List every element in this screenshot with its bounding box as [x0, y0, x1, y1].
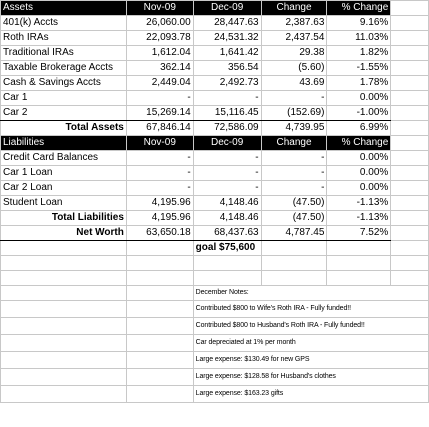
empty-cell[interactable] [1, 369, 127, 386]
empty-cell[interactable] [391, 166, 429, 181]
nov-cell[interactable]: - [126, 151, 193, 166]
liability-row [1, 196, 429, 211]
assets-header-cell[interactable]: Nov-09 [126, 1, 193, 16]
change-cell[interactable]: 4,739.95 [261, 121, 327, 136]
empty-cell[interactable] [261, 241, 327, 256]
empty-cell[interactable] [391, 136, 429, 151]
empty-cell[interactable] [391, 91, 429, 106]
liability-row [1, 151, 429, 166]
sheet-row [1, 352, 429, 369]
notes-title[interactable]: December Notes: [193, 286, 428, 301]
dec-cell[interactable]: 4,148.46 [193, 196, 261, 211]
note-item[interactable]: Large expense: $163.23 gifts [193, 386, 428, 403]
empty-cell[interactable] [391, 1, 429, 16]
change-cell[interactable]: - [261, 91, 327, 106]
empty-cell[interactable] [126, 369, 193, 386]
nov-cell[interactable]: 362.14 [126, 61, 193, 76]
pct-change-cell[interactable]: 0.00% [327, 181, 391, 196]
empty-cell[interactable] [327, 241, 391, 256]
dec-cell[interactable]: 72,586.09 [193, 121, 261, 136]
goal-cell[interactable]: goal $75,600 [193, 241, 261, 256]
empty-cell[interactable] [391, 106, 429, 121]
empty-cell[interactable] [1, 256, 127, 271]
dec-cell[interactable]: 15,116.45 [193, 106, 261, 121]
note-item[interactable]: Large expense: $130.49 for new GPS [193, 352, 428, 369]
change-cell[interactable]: (152.69) [261, 106, 327, 121]
empty-cell[interactable] [391, 121, 429, 136]
row-label-cell[interactable]: Net Worth [1, 226, 127, 241]
empty-cell[interactable] [1, 271, 127, 286]
sheet-row [1, 256, 429, 271]
pct-change-cell[interactable]: -1.13% [327, 196, 391, 211]
asset-row [1, 31, 429, 46]
empty-cell[interactable] [126, 256, 193, 271]
empty-cell[interactable] [391, 226, 429, 241]
change-cell[interactable]: 2,437.54 [261, 31, 327, 46]
empty-cell[interactable] [391, 241, 429, 256]
dec-cell[interactable]: 4,148.46 [193, 211, 261, 226]
net-worth-row [1, 226, 429, 241]
assets-header-cell[interactable]: Change [261, 1, 327, 16]
change-cell[interactable]: (47.50) [261, 211, 327, 226]
empty-cell[interactable] [126, 318, 193, 335]
change-cell[interactable]: 2,387.63 [261, 16, 327, 31]
total-liabilities-row [1, 211, 429, 226]
liabilities-header-cell[interactable]: Change [261, 136, 327, 151]
sheet-row [1, 286, 429, 301]
nov-cell[interactable]: 4,195.96 [126, 211, 193, 226]
empty-cell[interactable] [193, 271, 261, 286]
assets-header-row [1, 1, 429, 16]
row-label-cell[interactable]: Car 1 Loan [1, 166, 127, 181]
nov-cell[interactable]: 15,269.14 [126, 106, 193, 121]
liability-row [1, 181, 429, 196]
change-cell[interactable]: 29.38 [261, 46, 327, 61]
change-cell[interactable]: - [261, 151, 327, 166]
assets-header-cell[interactable]: Assets [1, 1, 127, 16]
row-label-cell[interactable]: Cash & Savings Accts [1, 76, 127, 91]
asset-row [1, 46, 429, 61]
pct-change-cell[interactable]: 0.00% [327, 166, 391, 181]
liabilities-header-cell[interactable]: % Change [327, 136, 391, 151]
row-label-cell[interactable]: Roth IRAs [1, 31, 127, 46]
assets-header-cell[interactable]: Dec-09 [193, 1, 261, 16]
empty-cell[interactable] [1, 352, 127, 369]
row-label-cell[interactable]: Car 2 [1, 106, 127, 121]
empty-cell[interactable] [126, 286, 193, 301]
note-item[interactable]: Contributed $800 to Wife's Roth IRA - Fully funded!! [193, 301, 428, 318]
row-label-cell[interactable]: 401(k) Accts [1, 16, 127, 31]
row-label-cell[interactable]: Car 2 Loan [1, 181, 127, 196]
change-cell[interactable]: - [261, 166, 327, 181]
change-cell[interactable]: (5.60) [261, 61, 327, 76]
change-cell[interactable]: (47.50) [261, 196, 327, 211]
goal-row [1, 241, 429, 256]
nov-cell[interactable]: 2,449.04 [126, 76, 193, 91]
dec-cell[interactable]: 24,531.32 [193, 31, 261, 46]
empty-cell[interactable] [391, 61, 429, 76]
empty-cell[interactable] [391, 31, 429, 46]
liabilities-header-row [1, 136, 429, 151]
pct-change-cell[interactable]: 6.99% [327, 121, 391, 136]
sheet-row [1, 271, 429, 286]
note-item[interactable]: Car depreciated at 1% per month [193, 335, 428, 352]
pct-change-cell[interactable]: 1.78% [327, 76, 391, 91]
empty-cell[interactable] [126, 352, 193, 369]
note-item[interactable]: Large expense: $128.58 for Husband's clothes [193, 369, 428, 386]
empty-cell[interactable] [261, 256, 327, 271]
row-label-cell[interactable]: Credit Card Balances [1, 151, 127, 166]
empty-cell[interactable] [261, 271, 327, 286]
asset-row [1, 16, 429, 31]
pct-change-cell[interactable]: 9.16% [327, 16, 391, 31]
liabilities-header-cell[interactable]: Liabilities [1, 136, 127, 151]
sheet-row [1, 301, 429, 318]
pct-change-cell[interactable]: -1.13% [327, 211, 391, 226]
empty-cell[interactable] [126, 335, 193, 352]
change-cell[interactable]: - [261, 181, 327, 196]
nov-cell[interactable]: 63,650.18 [126, 226, 193, 241]
nov-cell[interactable]: 22,093.78 [126, 31, 193, 46]
dec-cell[interactable]: 2,492.73 [193, 76, 261, 91]
nov-cell[interactable]: 4,195.96 [126, 196, 193, 211]
pct-change-cell[interactable]: 0.00% [327, 91, 391, 106]
nov-cell[interactable]: - [126, 166, 193, 181]
row-label-cell[interactable]: Student Loan [1, 196, 127, 211]
empty-cell[interactable] [1, 318, 127, 335]
assets-header-cell[interactable]: % Change [327, 1, 391, 16]
nov-cell[interactable]: 67,846.14 [126, 121, 193, 136]
empty-cell[interactable] [391, 256, 429, 271]
pct-change-cell[interactable]: 0.00% [327, 151, 391, 166]
empty-cell[interactable] [391, 151, 429, 166]
note-item[interactable]: Contributed $800 to Husband's Roth IRA - Fully funded!! [193, 318, 428, 335]
nov-cell[interactable]: 1,612.04 [126, 46, 193, 61]
empty-cell[interactable] [1, 286, 127, 301]
empty-cell[interactable] [1, 386, 127, 403]
empty-cell[interactable] [391, 76, 429, 91]
empty-cell[interactable] [391, 271, 429, 286]
row-label-cell[interactable]: Taxable Brokerage Accts [1, 61, 127, 76]
empty-cell[interactable] [126, 241, 193, 256]
pct-change-cell[interactable]: 1.82% [327, 46, 391, 61]
empty-cell[interactable] [193, 256, 261, 271]
pct-change-cell[interactable]: 7.52% [327, 226, 391, 241]
empty-cell[interactable] [1, 335, 127, 352]
nov-cell[interactable]: - [126, 91, 193, 106]
empty-cell[interactable] [1, 301, 127, 318]
dec-cell[interactable]: 356.54 [193, 61, 261, 76]
sheet-row [1, 386, 429, 403]
dec-cell[interactable]: - [193, 181, 261, 196]
asset-row [1, 91, 429, 106]
empty-cell[interactable] [327, 271, 391, 286]
dec-cell[interactable]: 1,641.42 [193, 46, 261, 61]
sheet-row [1, 318, 429, 335]
empty-cell[interactable] [391, 16, 429, 31]
pct-change-cell[interactable]: -1.55% [327, 61, 391, 76]
liabilities-header-cell[interactable]: Nov-09 [126, 136, 193, 151]
empty-cell[interactable] [391, 46, 429, 61]
pct-change-cell[interactable]: -1.00% [327, 106, 391, 121]
row-label-cell[interactable]: Total Assets [1, 121, 127, 136]
empty-cell[interactable] [391, 196, 429, 211]
dec-cell[interactable]: 28,447.63 [193, 16, 261, 31]
row-label-cell[interactable]: Total Liabilities [1, 211, 127, 226]
sheet-row [1, 335, 429, 352]
empty-cell[interactable] [1, 241, 127, 256]
asset-row [1, 76, 429, 91]
nov-cell[interactable]: 26,060.00 [126, 16, 193, 31]
nov-cell[interactable]: - [126, 181, 193, 196]
dec-cell[interactable]: - [193, 166, 261, 181]
row-label-cell[interactable]: Car 1 [1, 91, 127, 106]
empty-cell[interactable] [327, 256, 391, 271]
dec-cell[interactable]: - [193, 151, 261, 166]
total-assets-row [1, 121, 429, 136]
empty-cell[interactable] [126, 386, 193, 403]
asset-row [1, 106, 429, 121]
empty-cell[interactable] [391, 211, 429, 226]
liability-row [1, 166, 429, 181]
dec-cell[interactable]: 68,437.63 [193, 226, 261, 241]
change-cell[interactable]: 43.69 [261, 76, 327, 91]
change-cell[interactable]: 4,787.45 [261, 226, 327, 241]
row-label-cell[interactable]: Traditional IRAs [1, 46, 127, 61]
sheet-row [1, 369, 429, 386]
asset-row [1, 61, 429, 76]
pct-change-cell[interactable]: 11.03% [327, 31, 391, 46]
empty-cell[interactable] [391, 181, 429, 196]
liabilities-header-cell[interactable]: Dec-09 [193, 136, 261, 151]
dec-cell[interactable]: - [193, 91, 261, 106]
empty-cell[interactable] [126, 271, 193, 286]
empty-cell[interactable] [126, 301, 193, 318]
